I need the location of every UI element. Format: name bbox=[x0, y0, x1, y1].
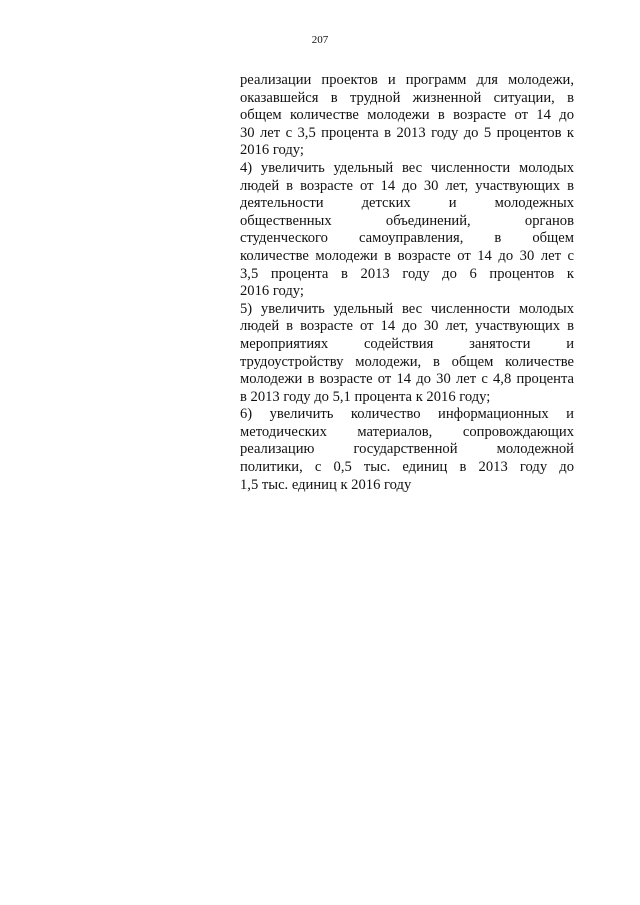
text-line: количестве молодежи в возрасте от 14 до 30 лет с bbox=[240, 247, 574, 264]
text-line: 2016 году; bbox=[240, 283, 304, 300]
text-line: деятельности детских и молодежных bbox=[240, 195, 574, 212]
text-line: реализацию государственной молодежной bbox=[240, 441, 574, 458]
text-line: 2016 году; bbox=[240, 142, 304, 159]
text-line: 6) увеличить количество информационных и bbox=[240, 406, 574, 423]
text-line: оказавшейся в трудной жизненной ситуации, в bbox=[240, 89, 574, 106]
paragraph-continuation bbox=[240, 72, 574, 160]
text-line: людей в возрасте от 14 до 30 лет, участвующих в bbox=[240, 318, 574, 335]
document-text bbox=[240, 72, 574, 494]
text-line: мероприятиях содействия занятости и bbox=[240, 335, 574, 352]
text-line: трудоустройству молодежи, в общем количестве bbox=[240, 353, 574, 370]
paragraph-item-5 bbox=[240, 301, 574, 407]
text-line: 3,5 процента в 2013 году до 6 процентов к bbox=[240, 265, 574, 282]
text-line: политики, с 0,5 тыс. единиц в 2013 году до bbox=[240, 459, 574, 476]
page-number: 207 bbox=[311, 34, 329, 46]
text-line: методических материалов, сопровождающих bbox=[240, 423, 574, 440]
text-line: реализации проектов и программ для молодежи, bbox=[240, 72, 574, 88]
text-line: студенческого самоуправления, в общем bbox=[240, 230, 574, 247]
text-line: 5) увеличить удельный вес численности молодых bbox=[240, 300, 574, 317]
text-line: людей в возрасте от 14 до 30 лет, участвующих в bbox=[240, 177, 574, 194]
text-line: 4) увеличить удельный вес численности молодых bbox=[240, 159, 574, 176]
paragraph-item-6 bbox=[240, 406, 574, 494]
text-line: в 2013 году до 5,1 процента к 2016 году; bbox=[240, 388, 491, 405]
text-line: 30 лет с 3,5 процента в 2013 году до 5 процентов к bbox=[240, 124, 574, 141]
paragraph-item-4 bbox=[240, 160, 574, 301]
text-line: общественных объединений, органов bbox=[240, 212, 574, 229]
text-line: 1,5 тыс. единиц к 2016 году bbox=[240, 476, 412, 493]
text-line: молодежи в возрасте от 14 до 30 лет с 4,8 процента bbox=[240, 371, 574, 388]
text-line: общем количестве молодежи в возрасте от 14 до bbox=[240, 107, 574, 124]
